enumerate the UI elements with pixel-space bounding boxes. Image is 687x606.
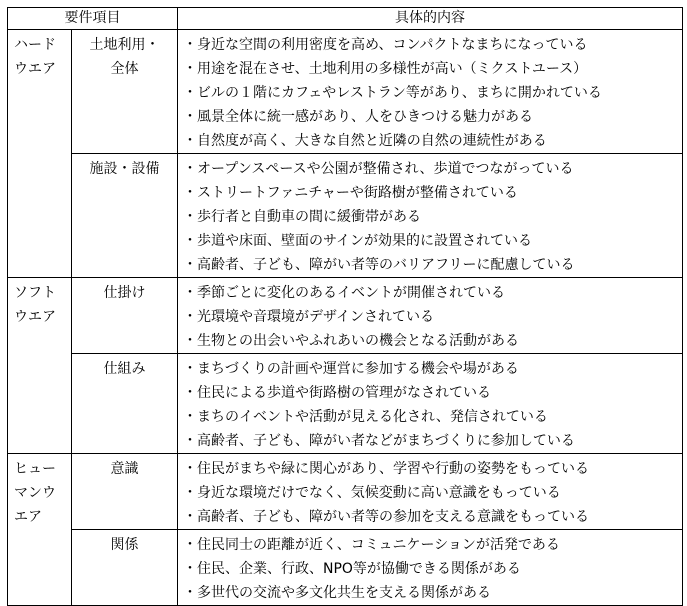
table-row (8, 454, 683, 530)
subcategory-text: 関係 (110, 537, 139, 553)
list-item: ・身近な環境だけでなく、気候変動に高い意識をもっている (183, 485, 561, 501)
table-row (8, 30, 683, 154)
category-hardware (8, 30, 72, 278)
subcategory-text: 仕掛け (103, 285, 146, 301)
list-item: ・多世代の交流や多文化共生を支える関係がある (183, 585, 491, 601)
list-item: ・歩道や床面、壁面のサインが効果的に設置されている (183, 233, 533, 249)
category-text: ソフト (14, 285, 56, 301)
table-row (8, 154, 683, 278)
table-row (8, 354, 683, 454)
list-item: ・住民による歩道や街路樹の管理がなされている (183, 385, 491, 401)
list-item: ・高齢者、子ども、障がい者等のバリアフリーに配慮している (183, 257, 575, 273)
subcategory-text: 仕組み (103, 361, 146, 377)
list-item: ・ストリートファニチャーや街路樹が整備されている (183, 185, 518, 201)
list-item: ・住民がまちや緑に関心があり、学習や行動の姿勢をもっている (183, 461, 589, 477)
content-cell (178, 354, 683, 454)
header-specific-content: 具体的内容 (178, 8, 683, 30)
list-item: ・高齢者、子ども、障がい者等の参加を支える意識をもっている (183, 509, 589, 525)
list-item: ・オープンスペースや公園が整備され、歩道でつながっている (183, 161, 574, 177)
list-item: ・ビルの１階にカフェやレストラン等があり、まちに開かれている (183, 85, 602, 101)
category-text: ヒュー (14, 461, 56, 477)
subcategory-land-use (72, 30, 178, 154)
category-text: ウエア (14, 309, 56, 325)
requirements-table (7, 7, 683, 606)
subcategory-text: 施設・設備 (89, 161, 160, 177)
category-text: マンウ (14, 485, 56, 501)
table-row (8, 530, 683, 606)
list-item: ・身近な空間の利用密度を高め、コンパクトなまちになっている (183, 37, 588, 53)
list-item: ・風景全体に統一感があり、人をひきつける魅力がある (183, 109, 533, 125)
subcategory-facilities (72, 154, 178, 278)
subcategory-text: 土地利用・ (89, 37, 160, 53)
category-text: エア (14, 509, 42, 525)
subcategory-system (72, 354, 178, 454)
content-cell (178, 30, 683, 154)
header-requirement-item: 要件項目 (8, 8, 178, 30)
list-item: ・住民、企業、行政、NPO等が協働できる関係がある (183, 561, 521, 577)
subcategory-mechanism (72, 278, 178, 354)
category-software (8, 278, 72, 454)
list-item: ・生物との出会いやふれあいの機会となる活動がある (183, 333, 519, 349)
list-item: ・光環境や音環境がデザインされている (183, 309, 435, 325)
subcategory-text: 全体 (110, 61, 139, 77)
table-row (8, 278, 683, 354)
list-item: ・自然度が高く、大きな自然と近隣の自然の連続性がある (183, 133, 547, 149)
list-item: ・用途を混在させ、土地利用の多様性が高い（ミクストユース） (183, 61, 588, 77)
category-humanware (8, 454, 72, 606)
header-row (8, 8, 683, 30)
content-cell (178, 454, 683, 530)
list-item: ・季節ごとに変化のあるイベントが開催されている (183, 285, 505, 301)
list-item: ・まちのイベントや活動が見える化され、発信されている (183, 409, 548, 425)
list-item: ・歩行者と自動車の間に緩衝帯がある (183, 209, 421, 225)
list-item: ・住民同士の距離が近く、コミュニケーションが活発である (183, 537, 560, 553)
content-cell (178, 154, 683, 278)
subcategory-relationship (72, 530, 178, 606)
list-item: ・まちづくりの計画や運営に参加する機会や場がある (183, 361, 519, 377)
content-cell (178, 530, 683, 606)
subcategory-awareness (72, 454, 178, 530)
category-text: ハード (14, 37, 56, 53)
category-text: ウエア (14, 61, 56, 77)
content-cell (178, 278, 683, 354)
list-item: ・高齢者、子ども、障がい者などがまちづくりに参加している (183, 433, 575, 449)
subcategory-text: 意識 (110, 461, 139, 477)
